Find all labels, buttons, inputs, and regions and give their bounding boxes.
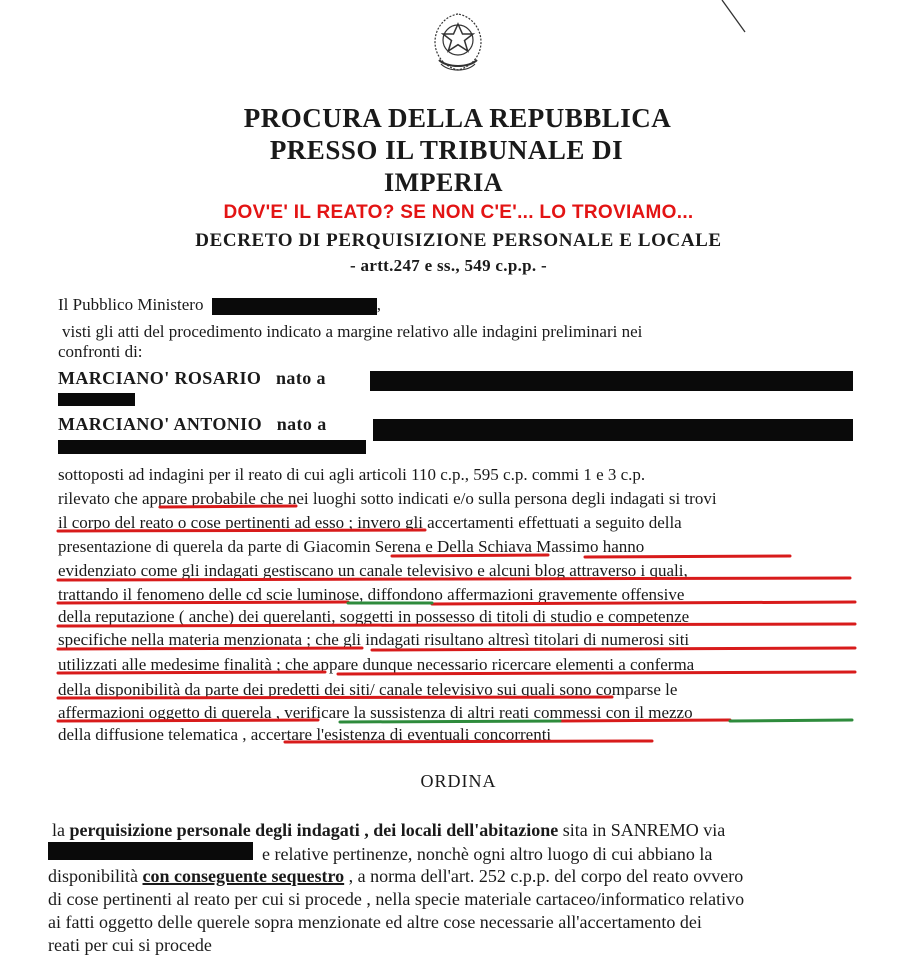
redaction-bar xyxy=(373,419,853,441)
body-line-8: il corpo del reato o cose pertinenti ad esso ; invero gli accertamenti effettuati a seguito della xyxy=(58,513,682,532)
redaction-bar xyxy=(58,393,135,406)
order-line-6: reati per cui si procede xyxy=(48,935,212,955)
body-line-10: evidenziato come gli indagati gestiscano un canale televisivo e alcuni blog attraverso i quali, xyxy=(58,561,688,580)
order-line-3-post: , a norma dell'art. 252 c.p.p. del corpo del reato ovvero xyxy=(348,866,744,886)
body-line-1: Il Pubblico Ministero , xyxy=(58,295,381,314)
order-line-1-bold: perquisizione personale degli indagati , dei locali dell'abitazione xyxy=(69,820,559,840)
header-line-3: IMPERIA xyxy=(383,168,504,197)
green-underline xyxy=(730,720,852,721)
redaction-bar xyxy=(370,371,853,391)
ordina-heading: ORDINA xyxy=(420,771,497,791)
redaction-bar xyxy=(48,842,253,860)
body-line-11: trattando il fenomeno delle cd scie luminose, diffondono affermazioni gravemente offensive xyxy=(58,585,685,604)
body-line-17: della diffusione telematica , accertare l'esistenza di eventuali concorrenti xyxy=(58,725,552,744)
pm-label: Il Pubblico Ministero xyxy=(58,295,204,314)
person-1 xyxy=(58,368,326,389)
redaction-bar xyxy=(58,440,366,454)
order-line-5: ai fatti oggetto delle querele sopra menzionate ed altre cose necessarie all'accertamento dei xyxy=(48,912,702,932)
header-line-2: PRESSO IL TRIBUNALE DI xyxy=(269,135,624,165)
body-line-13: specifiche nella materia menzionata ; che gli indagati risultano altresì titolari di numerosi siti xyxy=(58,630,690,649)
body-line-6: sottoposti ad indagini per il reato di cui agli articoli 110 c.p., 595 c.p. commi 1 e 3 c.p. xyxy=(58,465,646,484)
body-line-3: confronti di: xyxy=(58,342,143,361)
order-line-3-pre: disponibilità xyxy=(48,866,138,886)
body-line-12: della reputazione ( anche) dei querelanti, soggetti in possesso di titoli di studio e competenze xyxy=(58,607,690,626)
body-line-9: presentazione di querela da parte di Giacomin Serena e Della Schiava Massimo hanno xyxy=(58,537,645,556)
person-2 xyxy=(58,414,327,435)
person-1-name: MARCIANO' ROSARIO xyxy=(58,368,262,388)
body-line-15: della disponibilità da parte dei predetti dei siti/ canale televisivo sui quali sono comparse le xyxy=(58,680,678,699)
red-caption: DOV'E' IL REATO? SE NON C'E'... LO TROVIAMO... xyxy=(223,202,694,223)
order-line-3 xyxy=(48,866,743,886)
person-2-born: nato a xyxy=(276,414,327,434)
order-line-1 xyxy=(52,820,725,840)
body-line-2: visti gli atti del procedimento indicato a margine relativo alle indagini preliminari nei xyxy=(62,322,643,341)
header-line-1: PROCURA DELLA REPUBBLICA xyxy=(243,103,672,133)
republic-emblem-icon xyxy=(427,10,489,74)
person-1-born: nato a xyxy=(276,368,326,388)
order-line-2: e relative pertinenze, nonchè ogni altro luogo di cui abbiano la xyxy=(262,844,713,864)
order-line-3-bold: con conseguente sequestro xyxy=(142,866,345,886)
body-line-16: affermazioni oggetto di querela , verificare la sussistenza di altri reati commessi con il mezzo xyxy=(58,703,693,722)
order-line-1-post: sita in SANREMO via xyxy=(562,820,726,840)
order-line-4: di cose pertinenti al reato per cui si procede , nella specie materiale cartaceo/informatico relativo xyxy=(48,889,745,909)
body-line-14: utilizzati alle medesime finalità ; che appare dunque necessario ricercare elementi a conferma xyxy=(58,655,695,674)
order-line-1-pre: la xyxy=(52,820,65,840)
person-2-name: MARCIANO' ANTONIO xyxy=(58,414,262,434)
body-line-7: rilevato che appare probabile che nei luoghi sotto indicati e/o sulla persona degli indagati si trovi xyxy=(58,489,717,508)
decree-title: DECRETO DI PERQUISIZIONE PERSONALE E LOCALE xyxy=(195,230,722,251)
decree-articles: - artt.247 e ss., 549 c.p.p. - xyxy=(350,256,547,275)
redaction-bar xyxy=(212,298,377,315)
